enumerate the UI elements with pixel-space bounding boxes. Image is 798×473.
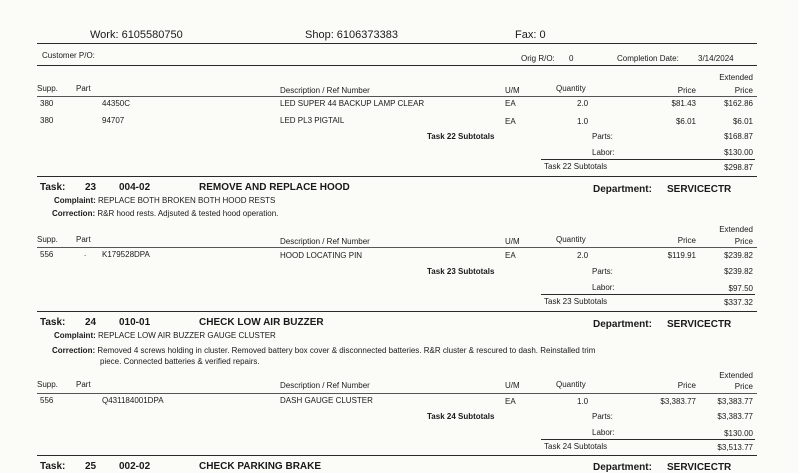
header-divider <box>37 43 757 44</box>
task-number: 25 <box>85 461 97 472</box>
labor-subtotal: $97.50 <box>728 284 753 293</box>
row-description: LED PL3 PIGTAIL <box>280 116 345 125</box>
row-quantity: 1.0 <box>577 397 589 406</box>
task-divider <box>37 455 757 456</box>
task-label: Task: <box>40 461 66 472</box>
completion-date-label: Completion Date: <box>617 54 679 63</box>
correction-text: Removed 4 screws holding in cluster. Removed battery box cover & disconnected batteries. R&R cluster & rescured to dash. Reinstalled trim <box>97 346 596 355</box>
correction-label: Correction: <box>52 209 96 218</box>
col-supp: Supp. <box>37 380 58 389</box>
row-price: $6.01 <box>675 117 696 126</box>
col-price: Price <box>677 236 696 245</box>
col-quantity: Quantity <box>556 235 586 244</box>
task-label: Task: <box>40 182 66 193</box>
row-part: 94707 <box>102 116 125 125</box>
col-extended-1: Extended <box>719 73 753 82</box>
task-number: 23 <box>85 182 97 193</box>
col-quantity: Quantity <box>556 380 586 389</box>
col-description: Description / Ref Number <box>280 381 370 390</box>
subtotal-divider <box>541 159 755 160</box>
parts-subtotal: $3,383.77 <box>717 412 753 421</box>
col-supp: Supp. <box>37 84 58 93</box>
col-quantity: Quantity <box>556 84 586 93</box>
task-title: CHECK LOW AIR BUZZER <box>199 317 324 328</box>
shop-phone: Shop: 6106373383 <box>305 29 398 41</box>
complaint-text: REPLACE LOW AIR BUZZER GAUGE CLUSTER <box>98 331 276 340</box>
row-um: EA <box>505 99 516 108</box>
col-um: U/M <box>505 381 520 390</box>
department-label: Department: <box>593 462 652 473</box>
col-um: U/M <box>505 86 520 95</box>
col-extended-2: Price <box>734 237 753 246</box>
col-part: Part <box>76 380 91 389</box>
row-extended: $3,383.77 <box>717 397 753 406</box>
task-divider <box>37 176 757 177</box>
row-extended: $6.01 <box>732 117 753 126</box>
task-title: CHECK PARKING BRAKE <box>199 461 322 472</box>
parts-label: Parts: <box>592 132 613 141</box>
labor-subtotal: $130.00 <box>724 429 753 438</box>
row-part: 44350C <box>102 99 131 108</box>
department-value: SERVICECTR <box>667 319 732 330</box>
row-description: DASH GAUGE CLUSTER <box>280 396 373 405</box>
task-subtotals-label: Task 23 Subtotals <box>427 267 495 276</box>
row-part: Q431184001DPA <box>102 396 164 405</box>
col-description: Description / Ref Number <box>280 86 370 95</box>
row-description: HOOD LOCATING PIN <box>280 251 363 260</box>
row-supp: 380 <box>40 116 54 125</box>
labor-subtotal: $130.00 <box>724 148 753 157</box>
labor-label: Labor: <box>592 148 615 157</box>
row-dot: . <box>84 249 87 258</box>
task-code: 004-02 <box>119 182 151 193</box>
complaint-text: REPLACE BOTH BROKEN BOTH HOOD RESTS <box>98 196 276 205</box>
parts-subtotal: $168.87 <box>724 132 753 141</box>
complaint-label: Complaint: <box>54 331 96 340</box>
row-price: $81.43 <box>671 99 696 108</box>
row-quantity: 2.0 <box>577 251 589 260</box>
row-extended: $162.86 <box>724 99 753 108</box>
col-extended-1: Extended <box>719 371 753 380</box>
row-supp: 380 <box>40 99 54 108</box>
info-divider <box>37 65 757 66</box>
col-price: Price <box>677 86 696 95</box>
correction-text: R&R hood rests. Adjsuted & tested hood operation. <box>97 209 279 218</box>
task-total-label: Task 22 Subtotals <box>544 162 608 171</box>
labor-label: Labor: <box>592 283 615 292</box>
row-extended: $239.82 <box>724 251 753 260</box>
row-price: $3,383.77 <box>660 397 696 406</box>
parts-label: Parts: <box>592 267 613 276</box>
orig-ro-label: Orig R/O: <box>521 54 555 63</box>
row-quantity: 1.0 <box>577 117 589 126</box>
subtotal-divider <box>541 294 755 295</box>
col-supp: Supp. <box>37 235 58 244</box>
col-extended-2: Price <box>734 86 753 95</box>
task-subtotals-label: Task 24 Subtotals <box>427 412 495 421</box>
fax-number: Fax: 0 <box>515 29 546 41</box>
col-part: Part <box>76 84 91 93</box>
col-price: Price <box>677 381 696 390</box>
row-um: EA <box>505 251 516 260</box>
customer-po-label: Customer P/O: <box>42 51 95 60</box>
task-code: 010-01 <box>119 317 151 328</box>
table-header-divider <box>37 96 757 97</box>
row-part: K179528DPA <box>102 250 150 259</box>
subtotal-divider <box>541 439 755 440</box>
department-value: SERVICECTR <box>667 462 732 473</box>
row-price: $119.91 <box>667 251 696 260</box>
col-extended-1: Extended <box>719 225 753 234</box>
task-total: $3,513.77 <box>717 443 753 452</box>
task-total: $337.32 <box>724 298 753 307</box>
labor-label: Labor: <box>592 428 615 437</box>
task-title: REMOVE AND REPLACE HOOD <box>199 182 350 193</box>
col-extended-2: Price <box>734 382 753 391</box>
table-header-divider <box>37 247 757 248</box>
department-label: Department: <box>593 319 652 330</box>
row-quantity: 2.0 <box>577 99 589 108</box>
task-total: $298.87 <box>724 163 753 172</box>
row-supp: 556 <box>40 250 54 259</box>
row-description: LED SUPER 44 BACKUP LAMP CLEAR <box>280 99 425 108</box>
task-subtotals-label: Task 22 Subtotals <box>427 132 495 141</box>
task-total-label: Task 23 Subtotals <box>544 297 608 306</box>
row-um: EA <box>505 117 516 126</box>
task-code: 002-02 <box>119 461 151 472</box>
parts-label: Parts: <box>592 412 613 421</box>
parts-subtotal: $239.82 <box>724 267 753 276</box>
work-phone: Work: 6105580750 <box>90 29 183 41</box>
task-number: 24 <box>85 317 97 328</box>
department-value: SERVICECTR <box>667 184 732 195</box>
complaint-label: Complaint: <box>54 196 96 205</box>
department-label: Department: <box>593 184 652 195</box>
orig-ro-value: 0 <box>569 54 574 63</box>
completion-date-value: 3/14/2024 <box>698 54 734 63</box>
task-label: Task: <box>40 317 66 328</box>
task-divider <box>37 311 757 312</box>
task-total-label: Task 24 Subtotals <box>544 442 608 451</box>
correction-label: Correction: <box>52 346 96 355</box>
col-part: Part <box>76 235 91 244</box>
col-um: U/M <box>505 237 520 246</box>
col-description: Description / Ref Number <box>280 237 370 246</box>
row-um: EA <box>505 397 516 406</box>
correction-text-continued: piece. Connected batteries & verified repairs. <box>100 357 260 366</box>
table-header-divider <box>37 393 757 394</box>
row-supp: 556 <box>40 396 54 405</box>
